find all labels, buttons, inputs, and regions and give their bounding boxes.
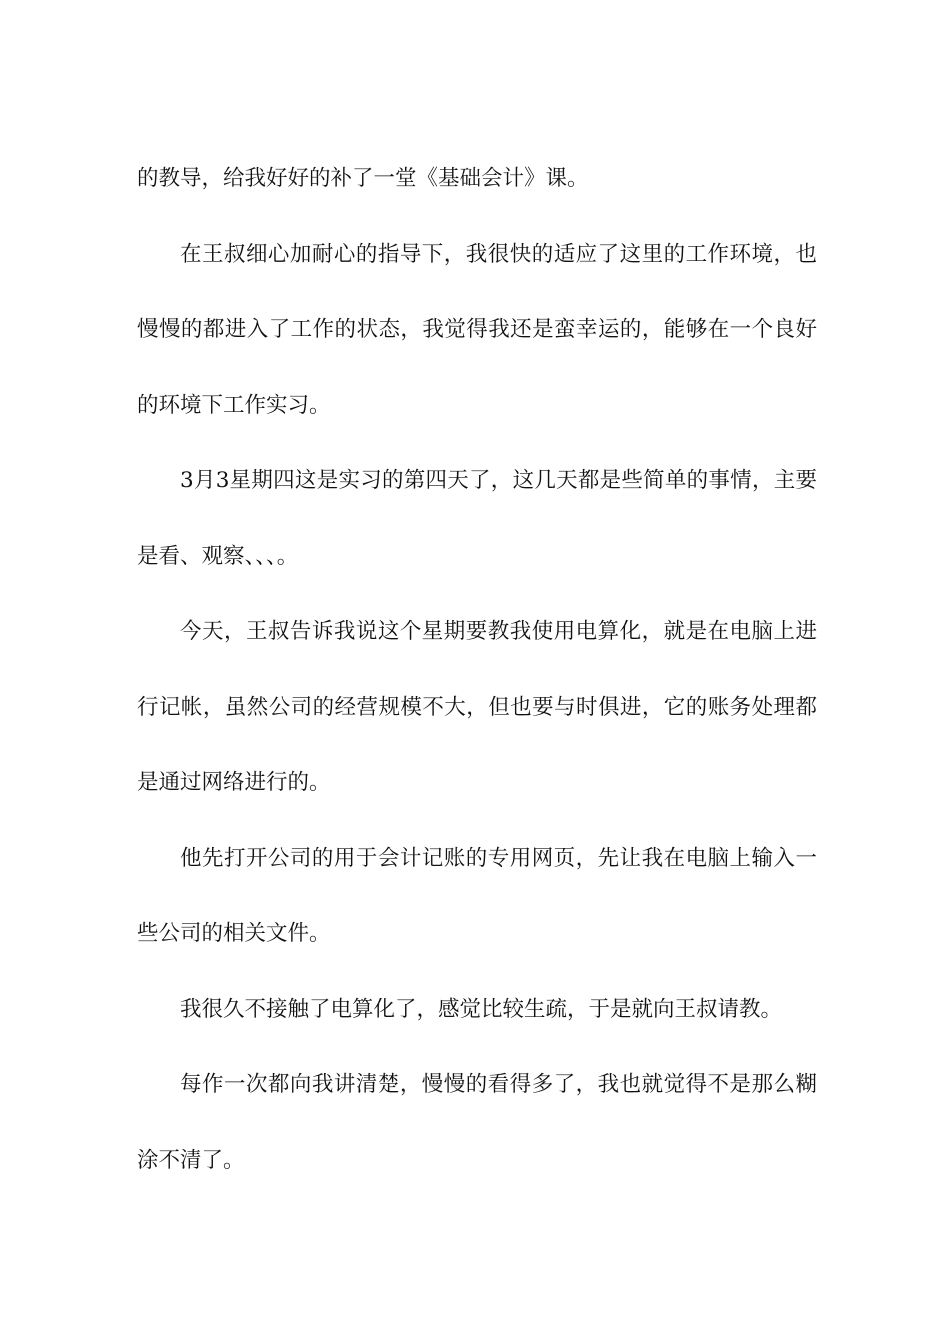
paragraph-6: 我很久不接触了电算化了，感觉比较生疏，于是就向王叔请教。 bbox=[180, 996, 783, 1022]
paragraph-7: 每作一次都向我讲清楚，慢慢的看得多了，我也就觉得不是那么糊涂不清了。 bbox=[137, 1072, 817, 1173]
paragraph-3: 3月3星期四这是实习的第四天了，这几天都是些简单的事情，主要是看、观察、、、。 bbox=[137, 468, 817, 569]
document-body bbox=[137, 141, 817, 1198]
paragraph-2: 在王叔细心加耐心的指导下，我很快的适应了这里的工作环境，也慢慢的都进入了工作的状态，我觉得我还是蛮幸运的，能够在一个良好的环境下工作实习。 bbox=[137, 241, 817, 418]
paragraph-5: 他先打开公司的用于会计记账的专用网页，先让我在电脑上输入一些公司的相关文件。 bbox=[137, 845, 817, 946]
paragraph-4: 今天，王叔告诉我说这个星期要教我使用电算化，就是在电脑上进行记帐，虽然公司的经营规模不大，但也要与时俱进，它的账务处理都是通过网络进行的。 bbox=[137, 619, 817, 795]
paragraph-1: 的教导，给我好好的补了一堂《基础会计》课。 bbox=[137, 166, 589, 191]
